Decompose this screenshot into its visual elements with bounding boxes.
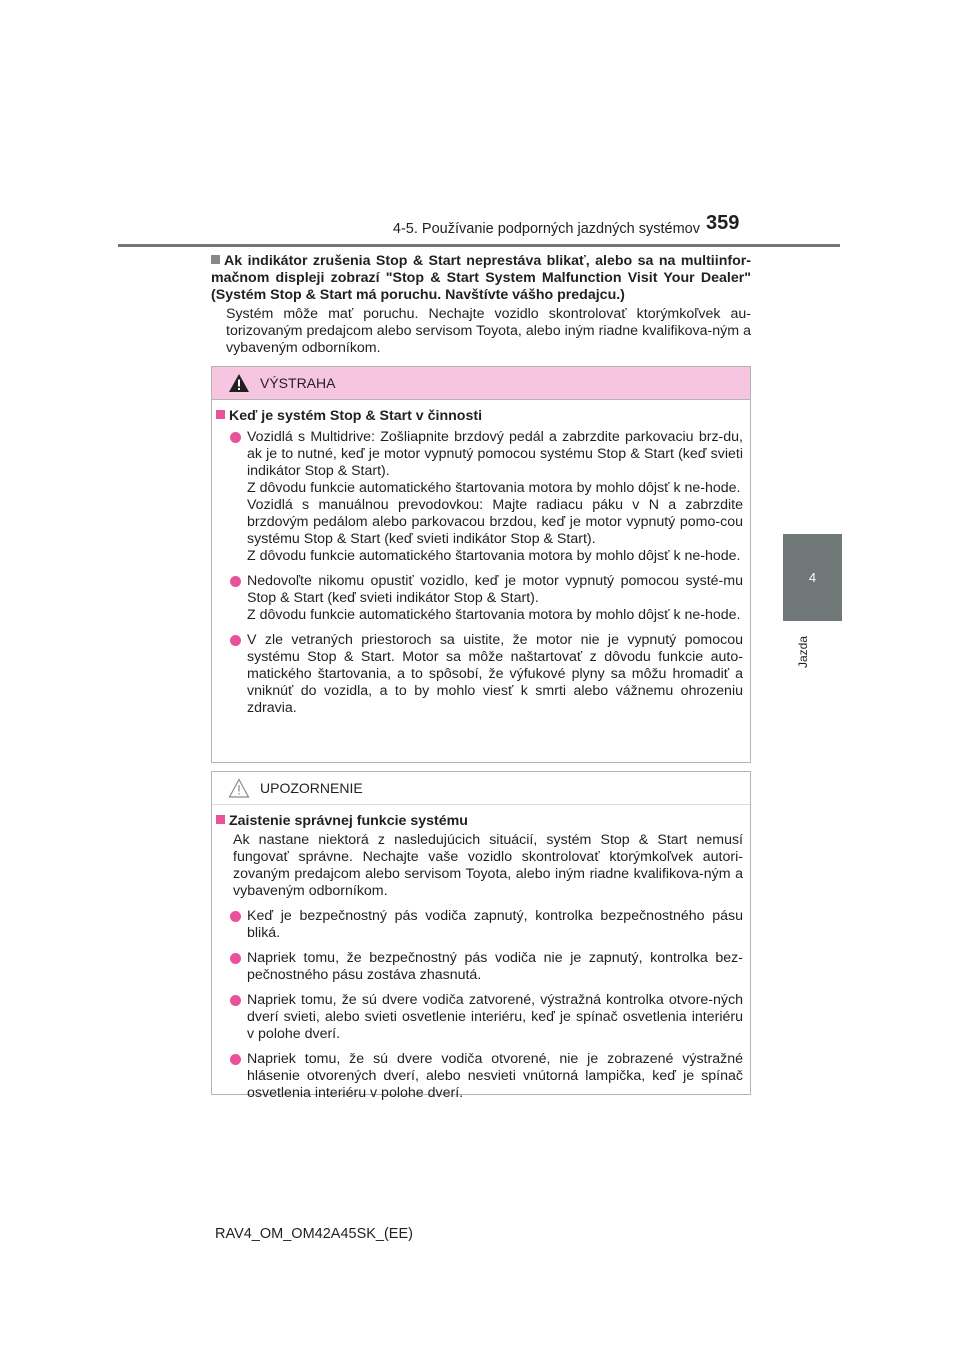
warning-heading-text: Keď je systém Stop & Start v činnosti <box>229 408 483 424</box>
list-item <box>216 573 743 624</box>
list-item <box>216 1051 743 1102</box>
bullet-dot-icon <box>230 576 241 587</box>
warning-heading <box>216 408 743 425</box>
caution-intro: Ak nastane niektorá z nasledujúcich situácií, systém Stop & Start nemusí fungovať správne. Nechajte vaše vozidlo skontrolovať ktorýmkoľvek autori-zovaným predajcom alebo servisom Toyota, alebo iným riadne kvalifikova-ným a vybaveným odborníkom. <box>233 832 743 899</box>
caution-triangle-icon <box>228 778 250 798</box>
paragraph: Z dôvodu funkcie automatického štartovania motora by mohlo dôjsť k ne-hode. <box>247 607 741 623</box>
caution-body <box>212 805 750 1102</box>
paragraph: Napriek tomu, že sú dvere vodiča zatvorené, výstražná kontrolka otvore-ných dverí svieti, alebo svieti osvetlenie interiéru, keď je spínač osvetlenia interiéru v polohe dverí. <box>247 992 743 1042</box>
caution-header <box>212 772 750 805</box>
bullet-dot-icon <box>230 635 241 646</box>
intro-section <box>211 253 751 357</box>
bullet-dot-icon <box>230 953 241 964</box>
caution-heading <box>216 813 743 830</box>
paragraph: Vozidlá s Multidrive: Zošliapnite brzdový pedál a zabrzdite parkovaciu brz-du, ak je to nutné, keď je motor vypnutý pomocou systému Stop & Start (keď svieti indikátor Stop & Start). <box>247 429 743 479</box>
paragraph: Keď je bezpečnostný pás vodiča zapnutý, kontrolka bezpečnostného pásu bliká. <box>247 908 743 941</box>
chapter-number: 4 <box>808 570 817 585</box>
paragraph: Vozidlá s manuálnou prevodovkou: Majte radiacu páku v N a zabrzdite brzdovým pedálom alebo parkovacou brzdou, keď je motor vypnutý pomo-cou systému Stop & Start (keď svieti indikátor Stop & Start). <box>247 497 743 547</box>
warning-box <box>211 366 751 763</box>
chapter-tab <box>783 534 842 621</box>
paragraph: Z dôvodu funkcie automatického štartovania motora by mohlo dôjsť k ne-hode. <box>247 480 741 496</box>
intro-heading <box>211 253 751 304</box>
warning-body <box>212 400 750 717</box>
square-bullet-icon <box>216 410 225 419</box>
chapter-label <box>796 636 826 686</box>
paragraph: Napriek tomu, že sú dvere vodiča otvorené, nie je zobrazené výstražné hlásenie otvorených dverí, alebo nesvieti vnútorná lampička, keď je spínač osvetlenia interiéru v polohe dverí. <box>247 1051 743 1101</box>
paragraph: V zle vetraných priestoroch sa uistite, že motor nie je vypnutý pomocou systému Stop & Start. Motor sa môže naštartovať z dôvodu funkcie auto-matického štartovania, a to spôsobí, že výfukové plyny sa môžu hromadiť a vniknúť do vozidla, a to by mohlo viesť k smrti alebo vážnemu ohrozeniu zdravia. <box>247 632 743 716</box>
caution-heading-text: Zaistenie správnej funkcie systému <box>229 813 468 829</box>
chapter-label-text: Jazda <box>796 636 810 669</box>
list-item <box>216 950 743 984</box>
caution-box <box>211 771 751 1101</box>
intro-heading-text: Ak indikátor zrušenia Stop & Start neprestáva blikať, alebo sa na multiinfor-mačnom displeji zobrazí "Stop & Start System Malfunction Visit Your Dealer" (Systém Stop & Start má poruchu. Navštívte vášho predajcu.) <box>211 253 751 303</box>
bullet-dot-icon <box>230 911 241 922</box>
list-item <box>216 429 743 565</box>
warning-triangle-icon <box>228 373 250 393</box>
warning-title: VÝSTRAHA <box>260 374 336 391</box>
list-item <box>216 908 743 942</box>
header-section-title: 4-5. Používanie podporných jazdných systémov <box>392 221 700 237</box>
list-item <box>216 632 743 717</box>
intro-body: Systém môže mať poruchu. Nechajte vozidlo skontrolovať ktorýmkoľvek au-torizovaným predajcom alebo servisom Toyota, alebo iným riadne kvalifikova-ným a vybaveným odborníkom. <box>226 306 751 356</box>
caution-title: UPOZORNENIE <box>260 779 363 796</box>
bullet-dot-icon <box>230 432 241 443</box>
bullet-dot-icon <box>230 995 241 1006</box>
paragraph: Z dôvodu funkcie automatického štartovania motora by mohlo dôjsť k ne-hode. <box>247 548 741 564</box>
warning-header <box>212 367 750 400</box>
paragraph: Nedovoľte nikomu opustiť vozidlo, keď je motor vypnutý pomocou systé-mu Stop & Start (keď svieti indikátor Stop & Start). <box>247 573 743 606</box>
square-bullet-icon <box>211 255 220 264</box>
list-item <box>216 992 743 1043</box>
square-bullet-icon <box>216 815 225 824</box>
bullet-dot-icon <box>230 1054 241 1065</box>
paragraph: Napriek tomu, že bezpečnostný pás vodiča nie je zapnutý, kontrolka bez-pečnostného pásu zostáva zhasnutá. <box>247 950 743 983</box>
manual-code: RAV4_OM_OM42A45SK_(EE) <box>215 1226 413 1242</box>
page-number: 359 <box>706 212 740 234</box>
header-rule <box>118 244 840 247</box>
